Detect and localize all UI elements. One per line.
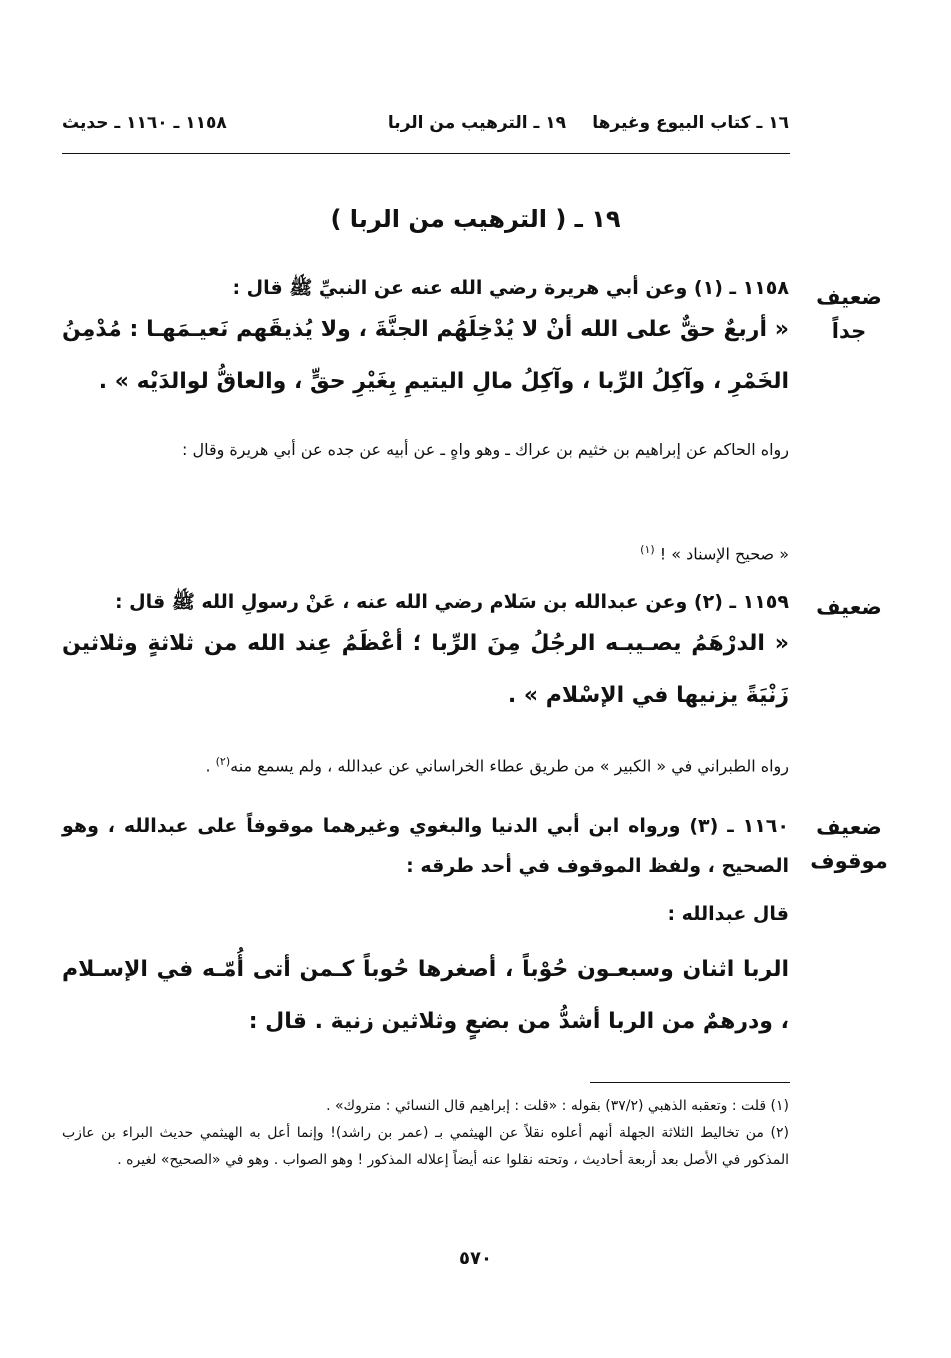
section-title: ١٩ ـ ( الترهيب من الربا ) [330, 205, 621, 233]
hadith-matn: « الدرْهَمُ يصـيبـه الرجُلُ مِنَ الرِّبا ؛ أعْظَمُ عِند الله من ثلاثةٍ وثلاثين زَنْيَةً يزنيها في الإسْلام » . [62, 631, 789, 708]
hadith-1158 [62, 276, 789, 408]
footnote-marker: (١) [640, 543, 655, 556]
hadith-grade: ضعيف جداً [816, 285, 882, 343]
footnote-2: (٢) من تخاليط الثلاثة الجهلة أنهم أعلوه نقلاً عن الهيثمي بـ (عمر بن راشد)! وإنما أعل به الهيثمي حديث البراء بن عازب المذكور في الأصل بعد أربعة أحاديث ، وتحته نقلوا عنه أيضاً إعلاله المذكور ! وهو الصواب . وهو في «الصحيح» لغيره . [62, 1125, 789, 1168]
footnote-marker: (٢) [215, 755, 231, 768]
header-section: ١٩ ـ الترهيب من الربا [387, 113, 566, 133]
hadith-matn: « أربعٌ حقٌّ على الله أنْ لا يُدْخِلَهُم الجنَّةَ ، ولا يُذيقَهم نَعيـمَهـا : مُدْمِنُ الخَمْرِ ، وآكِلُ الرِّبا ، وآكِلُ مالِ اليتيمِ بِغَيْرِ حقٍّ ، والعاقُّ لوالدَيْه » . [62, 317, 789, 394]
hadith-grade: ضعيف موقوف [810, 815, 888, 873]
hadith-1159 [62, 590, 789, 722]
footnote-rule [590, 1082, 790, 1083]
hadith-matn: الربا اثنان وسبعـون حُوْباً ، أصغرها حُوباً كـمن أتى أُمّـه في الإسـلام ، ودرهمٌ من الربا أشدُّ من بضعٍ وثلاثين زنية . قال : [62, 957, 789, 1034]
hadith-source [62, 744, 789, 784]
hadith-note [62, 532, 789, 572]
header-range: ١١٥٨ ـ ١١٦٠ ـ حديث [62, 113, 227, 133]
footnote-1: (١) قلت : وتعقبه الذهبي (٣٧/٢) بقوله : «قلت : إبراهيم قال النسائي : متروك» . [326, 1098, 789, 1114]
header-rule [62, 153, 790, 154]
hadith-intro: ١١٥٨ ـ (١) وعن أبي هريرة رضي الله عنه عن النبيِّ ﷺ قال : [232, 277, 789, 299]
page-number: ٥٧٠ [459, 1248, 492, 1269]
hadith-intro: ١١٥٩ ـ (٢) وعن عبدالله بن سَلام رضي الله عنه ، عَنْ رسولِ الله ﷺ قال : [114, 591, 789, 613]
note-text: « صحيح الإسناد » ! [659, 544, 789, 564]
footnotes [62, 1093, 789, 1174]
header-chapter: ١٦ ـ كتاب البيوع وغيرها [592, 113, 789, 133]
source-text: رواه الطبراني في « الكبير » من طريق عطاء الخراساني عن عبدالله ، ولم يسمع منه [230, 756, 789, 776]
source-end: . [205, 756, 216, 776]
hadith-source: رواه الحاكم عن إبراهيم بن خثيم بن عراك ـ وهو واهٍ ـ عن أبيه عن جده عن أبي هريرة وقال : [181, 440, 789, 459]
hadith-said: قال عبدالله : [667, 903, 789, 925]
hadith-grade: ضعيف [816, 595, 882, 619]
hadith-1160 [62, 806, 789, 1048]
hadith-intro: ١١٦٠ ـ (٣) ورواه ابن أبي الدنيا والبغوي وغيرهما موقوفاً على عبدالله ، وهو الصحيح ، ولفظ الموقوف في أحد طرقه : [62, 815, 789, 877]
